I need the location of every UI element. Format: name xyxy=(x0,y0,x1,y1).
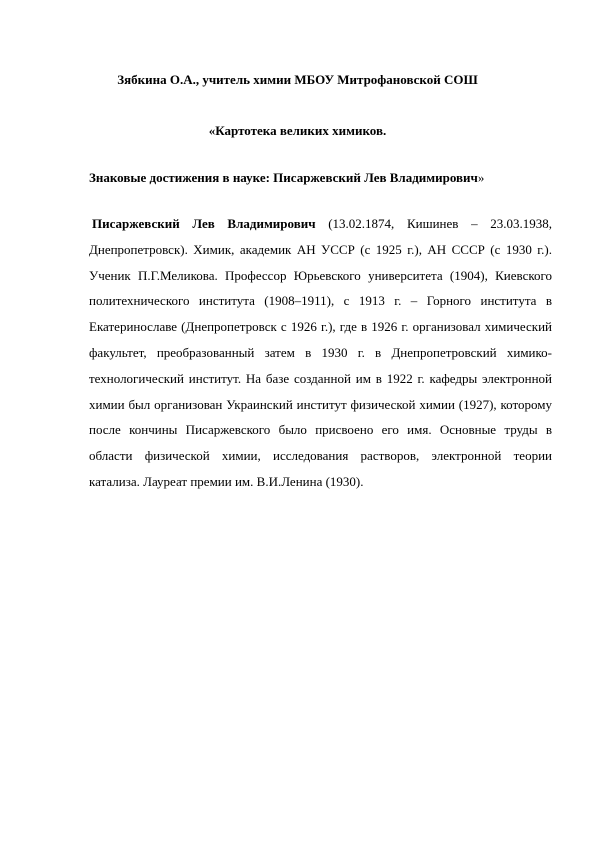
document-title: «Картотека великих химиков. xyxy=(208,123,387,138)
section-heading-text: Знаковые достижения в науке: Писаржевский Лев Владимирович xyxy=(89,170,478,185)
author-line: Зябкина О.А., учитель химии МБОУ Митрофановской СОШ xyxy=(117,72,478,87)
biography-text: (13.02.1874, Кишинев – 23.03.1938, Днепропетровск). Химик, академик АН УССР (с 1925 г.), АН СССР (с 1930 г.). Ученик П.Г.Меликова. Профессор Юрьевского университета (1904), Киевского политехнического института (1908–1911), с 1913 г. – Горного института в Екатеринославе (Днепропетровск с 1926 г.), где в 1926 г. организовал химический факультет, преобразованный затем в 1930 г. в Днепропетровский химико-технологический институт. На базе созданной им в 1922 г. кафедры электронной химии был организован Украинский институт физической химии (1927), которому после кончины Писаржевского было присвоено его имя. Основные труды в области физической химии, исследования растворов, электронной теории катализа. Лауреат премии им. В.И.Ленина (1930). xyxy=(89,216,552,489)
section-heading xyxy=(89,170,484,186)
chemist-name: Писаржевский Лев Владимирович xyxy=(92,216,316,231)
biography-paragraph xyxy=(89,211,552,495)
section-heading-quote: » xyxy=(477,170,485,185)
